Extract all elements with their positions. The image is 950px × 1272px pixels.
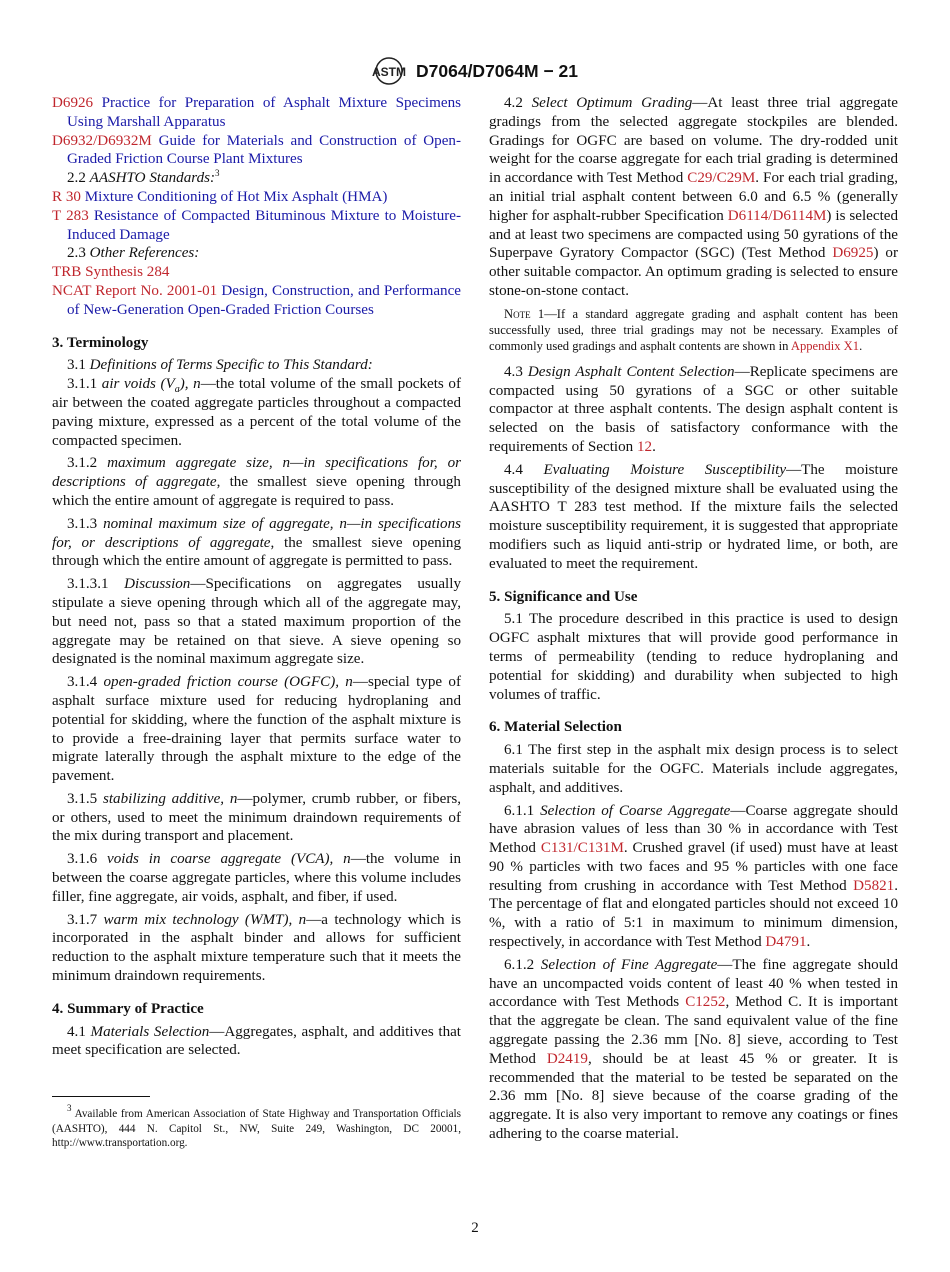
reference-title: Mixture Conditioning of Hot Mix Asphalt (HMA): [80, 188, 388, 205]
reference-link[interactable]: R 30: [52, 188, 81, 205]
paragraph: [52, 911, 461, 986]
paragraph: [489, 461, 898, 574]
footnote-marker: 3: [215, 168, 220, 179]
text-run: 6.1 The first step in the asphalt mix design process is to select materials suitable for the OGFC. Materials include aggregates, asphalt, and additives.: [489, 742, 898, 796]
reference-link[interactable]: D6926: [52, 95, 94, 111]
paragraph: [52, 375, 461, 450]
text-run: 5.1 The procedure described in this practice is used to design OGFC asphalt mixtures that will provide good performance in terms of permeability (tending to reduce hydroplaning and potential for skidding) and durability when subjected to high volumes of traffic.: [489, 611, 898, 703]
astm-logo-icon: [372, 56, 406, 86]
reference-entry: [52, 282, 461, 320]
reference-link[interactable]: TRB Synthesis 284: [52, 264, 170, 281]
text-run: 4.2: [504, 95, 532, 111]
text-run: Design Asphalt Content Selection: [527, 363, 735, 380]
text-run: voids in coarse aggregate (VCA), n: [107, 851, 351, 868]
reference-link[interactable]: Appendix X1: [790, 338, 860, 353]
paragraph: [52, 673, 461, 786]
text-run: 6.1.2: [504, 956, 541, 973]
text-run: —Replicate specimens are compacted using 50 gyrations of a SGC or other suitable compactor at three asphalt contents. The design asphalt content is selected on the basis of satisfactory conformance with the requirements of Section: [489, 363, 898, 455]
note: [489, 306, 898, 354]
text-run: —a technology which is incorporated in the asphalt binder and allows for sufficient reduction to the asphalt mixture temperature such that it meets the minimum draindown requirements.: [52, 911, 461, 985]
subsection-heading: [52, 244, 461, 263]
reference-link[interactable]: C29/C29M: [687, 170, 756, 187]
page-header: [0, 56, 950, 86]
reference-link[interactable]: T 283: [52, 207, 89, 224]
text-run: .: [806, 934, 811, 951]
reference-title: Guide for Materials and Construction of Open-Graded Friction Course Plant Mixtures: [67, 132, 461, 168]
text-run: 3.1.1: [67, 376, 102, 393]
text-run: . The percentage of flat and elongated particles should not exceed 10 %, with a ratio of 5:1 in maximum to minimum dimension, respectively, in accordance with Test Method: [489, 877, 898, 951]
reference-link[interactable]: D6932/D6932M: [52, 132, 152, 149]
text-run: , should be at least 45 % or greater. It is recommended that the material to be tested be separated on the 2.36 mm [No. 8] sieve because of the coarse grading of the aggregate. It is also very important to remove any coatings or fines adhering to the coarse material.: [489, 1050, 898, 1143]
text-run: 3.1.3: [67, 515, 104, 532]
text-run: Definitions of Terms Specific to This Standard:: [89, 357, 373, 374]
reference-title: Practice for Preparation of Asphalt Mixture Specimens Using Marshall Apparatus: [67, 95, 461, 130]
text-run: a: [174, 384, 180, 396]
reference-link[interactable]: D2419: [546, 1050, 588, 1067]
text-run: 2.3: [67, 245, 90, 262]
text-run: 4.3: [504, 363, 528, 380]
text-run: —The fine aggregate should have an uncompacted voids content of least 40 % when tested in accordance with Test Methods: [489, 956, 898, 1011]
text-run: 3.1.5: [67, 790, 103, 807]
text-run: —At least three trial aggregate gradings from the selected aggregate stockpiles are blended. Gradings for OGFC are based on volume. The dry-rodded unit weight for the coarse aggregate for each trial grading is determined in accordance with Test Method: [489, 95, 899, 187]
text-run: —Specifications on aggregates usually stipulate a sieve opening through which all of the aggregate may, but need not, pass so that a stated maximum proportion of the aggregate may be retained on that sieve. A sieve opening so designated is the nominal maximum aggregate size.: [52, 576, 461, 668]
paragraph: [489, 363, 898, 457]
text-run: —The moisture susceptibility of the designed mixture shall be evaluated using the AASHTO T 283 test method. If the mixture fails the selected moisture susceptibility requirement, it is suggested that appropriate modifiers such as liquid anti-strip or hydrated lime, or both, are evaluated to meet the requirement.: [489, 461, 899, 572]
paragraph: [52, 515, 461, 571]
reference-link[interactable]: D5821: [853, 877, 895, 894]
paragraph: [52, 356, 461, 375]
text-run: open-graded friction course (OGFC), n: [103, 674, 353, 691]
text-run: 4.4: [504, 461, 544, 478]
paragraph: [489, 94, 898, 301]
text-run: —Aggregates, asphalt, and additives that meet specification are selected.: [52, 1023, 462, 1059]
text-run: stabilizing additive, n: [102, 790, 238, 807]
text-run: 3.1.2: [67, 455, 108, 472]
text-run: , Method C. It is important that the aggregate be clean. The sand equivalent value of the fine aggregate passing the 2.36 mm [No. 8] sieve, according to Test Method: [489, 994, 898, 1067]
paragraph: [52, 850, 461, 906]
text-run: 6.1.1: [504, 802, 541, 819]
text-run: —the volume in between the coarse aggregate particles, where this volume includes filler, fine aggregate, air voids, asphalt, and fiber, if used.: [52, 851, 461, 905]
reference-link[interactable]: D4791: [765, 934, 807, 951]
text-run: warm mix technology (WMT), n: [103, 911, 307, 928]
left-column: [52, 94, 461, 1151]
section-heading: 5. Significance and Use: [489, 588, 638, 605]
text-run: —the total volume of the small pockets of air between the coated aggregate particles throughout a compacted paving mixture, expressed as a percent of the total volume of the compacted specimen.: [52, 376, 461, 449]
section-heading: 3. Terminology: [52, 334, 149, 351]
reference-link[interactable]: C1252: [685, 994, 726, 1011]
section-heading: 4. Summary of Practice: [52, 1000, 204, 1017]
paragraph: [52, 790, 461, 846]
text-run: Materials Selection: [90, 1023, 210, 1040]
text-run: nominal maximum size of aggregate, n—in specifications for, or descriptions of aggregate: [52, 515, 462, 551]
footnote: [52, 1103, 461, 1151]
text-run: air voids (V: [101, 376, 175, 393]
paragraph: [52, 454, 461, 510]
text-run: ), n: [179, 376, 201, 393]
reference-link[interactable]: D6114/D6114M: [727, 207, 827, 224]
text-run: Selection of Fine Aggregate: [540, 956, 718, 973]
footnote-divider: [52, 1096, 150, 1097]
text-run: AASHTO Standards:: [89, 170, 216, 187]
reference-entry: [52, 94, 461, 132]
text-run: , the smallest sieve opening through which the entire amount of aggregate is required to pass.: [52, 474, 461, 509]
paragraph: [489, 802, 898, 952]
text-run: —special type of asphalt surface mixture used for reducing hydroplaning and potential for skidding, where the function of the asphalt mixture is to provide a free-draining layer that permits surface water to migrate laterally through the asphalt mixture to the edge of the pavement.: [52, 674, 461, 785]
text-run: 3.1.6: [67, 851, 108, 868]
document-designation: D7064/D7064M − 21: [416, 60, 578, 81]
paragraph: [489, 741, 898, 797]
right-column: [489, 94, 898, 1148]
text-run: 1—If a standard aggregate grading and asphalt content has been successfully used, three trial gradings may not be necessary. Examples of commonly used gradings and asphalt contents are shown in: [489, 306, 898, 353]
text-run: Other References:: [89, 245, 200, 262]
reference-title: Resistance of Compacted Bituminous Mixture to Moisture-Induced Damage: [67, 207, 461, 243]
text-run: 3.1.7: [67, 911, 104, 928]
text-run: , the smallest sieve opening through which the entire amount of aggregate is permitted to pass.: [52, 534, 461, 570]
text-run: —Coarse aggregate should have abrasion values of less than 30 % in accordance with Test Method: [489, 802, 899, 857]
text-run: 3.1: [67, 357, 90, 374]
text-run: Select Optimum Grading: [531, 95, 693, 111]
text-run: ) is selected and at least two specimens are compacted using 50 gyrations of the Superpave Gyratory Compactor (SGC) (Test Method: [489, 207, 899, 262]
text-run: .: [652, 438, 656, 455]
text-run: Selection of Coarse Aggregate: [540, 802, 731, 819]
paragraph: [489, 610, 898, 704]
text-run: Evaluating Moisture Susceptibility: [543, 461, 787, 478]
text-run: ) or other suitable compactor. An optimum grading is selected to ensure stone-on-stone contact.: [489, 245, 898, 299]
text-run: —polymer, crumb rubber, or fibers, or others, used to meet the minimum draindown requirements of the mix during transport and placement.: [52, 790, 461, 845]
reference-link[interactable]: 12: [636, 438, 653, 455]
reference-entry: [52, 207, 461, 245]
text-run: 3.1.4: [67, 674, 104, 691]
text-run: Note: [504, 306, 531, 321]
footnote-marker: 3: [67, 1103, 72, 1114]
svg-text:ASTM: ASTM: [372, 65, 406, 79]
section-heading: 6. Material Selection: [489, 719, 622, 736]
subsection-heading: [52, 169, 461, 188]
text-run: . Crushed gravel (if used) must have at least 90 % particles with two faces and 95 % particles with one face resulting from crushing in accordance with Test Method: [489, 840, 899, 894]
text-run: maximum aggregate size, n—in specifications for, or descriptions of aggregate: [52, 455, 461, 491]
text-run: Discussion: [124, 576, 191, 593]
text-run: .: [859, 338, 863, 353]
text-run: . For each trial grading, an initial trial asphalt content between 6.0 and 6.5 % (generally higher for asphalt-rubber Specification: [489, 170, 898, 224]
text-run: 2.2: [67, 170, 90, 187]
text-run: Available from American Association of State Highway and Transportation Officials (AASHTO), 444 N. Capitol St., NW, Suite 249, Washington, DC 20001, http://www.transportation.org.: [52, 1108, 461, 1150]
paragraph: [489, 956, 898, 1144]
reference-link[interactable]: NCAT Report No. 2001-01: [52, 282, 218, 299]
reference-link[interactable]: D6925: [832, 245, 874, 262]
paragraph: [52, 575, 461, 669]
text-run: 4.1: [67, 1023, 91, 1040]
reference-entry: [52, 132, 461, 170]
reference-title: Design, Construction, and Performance of New-Generation Open-Graded Friction Courses: [67, 282, 461, 318]
page-number: 2: [471, 1220, 479, 1236]
text-run: 3.1.3.1: [67, 576, 125, 593]
reference-entry: [52, 188, 461, 207]
paragraph: [52, 1023, 461, 1061]
reference-link[interactable]: C131/C131M: [540, 840, 624, 857]
reference-entry: [52, 263, 461, 282]
